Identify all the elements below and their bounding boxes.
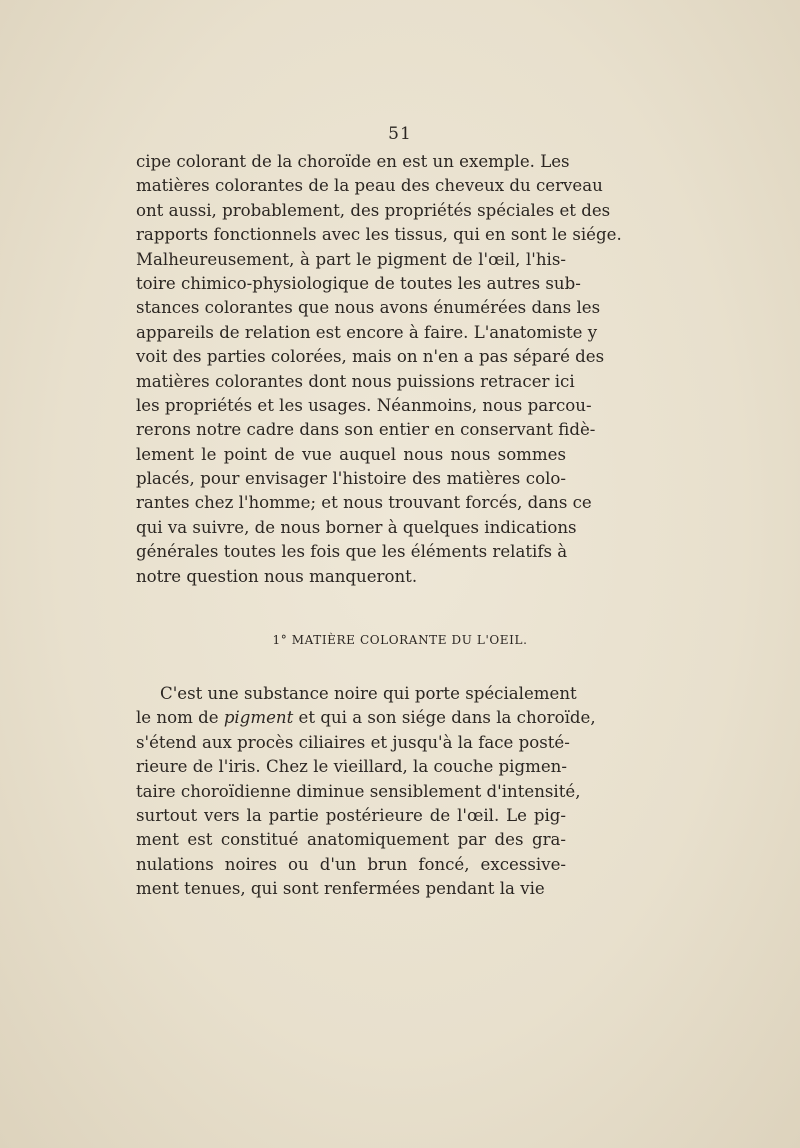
text-line: taire choroïdienne diminue sensiblement d'intensité, [136, 781, 581, 801]
text-line: les propriétés et les usages. Néanmoins, nous parcou- [136, 395, 592, 415]
text-line: rerons notre cadre dans son entier en conservant fidè- [136, 420, 596, 440]
text-line: appareils de relation est encore à faire. L'anatomiste y [136, 322, 598, 342]
text-line: voit des parties colorées, mais on n'en a pas séparé des [136, 347, 605, 367]
page-number: 51 [388, 124, 412, 144]
text-line: nulations noires ou d'un brun foncé, excessive- [136, 854, 566, 874]
text-line: placés, pour envisager l'histoire des matières colo- [136, 469, 566, 489]
text-line: le nom de pigment et qui a son siége dans la choroïde, [136, 708, 596, 728]
text-line: lement le point de vue auquel nous nous sommes [136, 444, 566, 464]
text-line: toire chimico-physiologique de toutes les autres sub- [136, 273, 581, 293]
text-line: cipe colorant de la choroïde en est un exemple. Les [136, 152, 570, 171]
text-line: surtout vers la partie postérieure de l'œil. Le pig- [136, 805, 566, 825]
text-line: stances colorantes que nous avons énumérées dans les [136, 298, 601, 318]
text-line: qui va suivre, de nous borner à quelques indications [136, 517, 577, 537]
paragraph-1 [136, 150, 622, 589]
section-heading: 1° MATIÈRE COLORANTE DU L'OEIL. [272, 633, 528, 647]
text-line: rantes chez l'homme; et nous trouvant forcés, dans ce [136, 493, 592, 513]
text-line: Malheureusement, à part le pigment de l'œil, l'his- [136, 249, 566, 269]
text-line: ment est constitué anatomiquement par des gra- [136, 830, 566, 850]
text-line: générales toutes les fois que les éléments relatifs à [136, 542, 568, 562]
text-line: ment tenues, qui sont renfermées pendant la vie [136, 879, 545, 899]
text-line: s'étend aux procès ciliaires et jusqu'à la face posté- [136, 732, 570, 752]
text-line: C'est une substance noire qui porte spécialement [160, 684, 577, 703]
text-line: rapports fonctionnels avec les tissus, qui en sont le siége. [136, 225, 622, 245]
text-line: ont aussi, probablement, des propriétés spéciales et des [136, 200, 611, 220]
emphasized-term: pigment [223, 708, 294, 728]
paragraph-2 [136, 682, 596, 902]
text-line: matières colorantes dont nous puissions retracer ici [136, 371, 575, 391]
text-line: matières colorantes de la peau des cheveux du cerveau [136, 176, 603, 196]
text-line: rieure de l'iris. Chez le vieillard, la couche pigmen- [136, 757, 567, 777]
text-line: notre question nous manqueront. [136, 566, 418, 586]
